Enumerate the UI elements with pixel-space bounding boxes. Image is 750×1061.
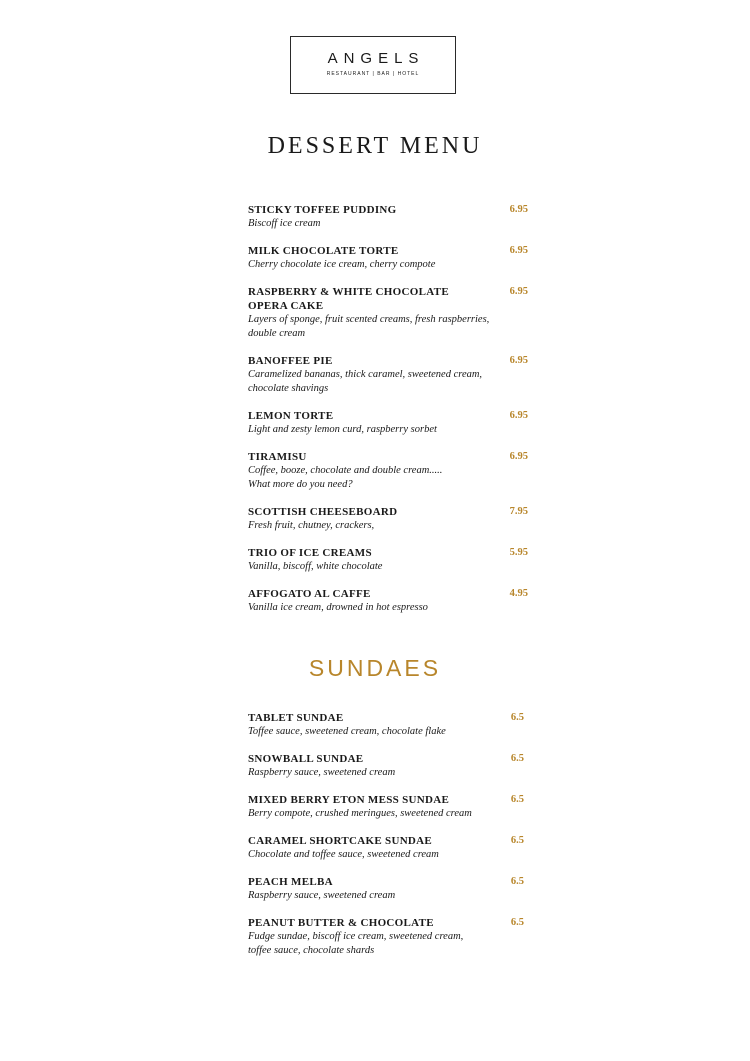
menu-item bbox=[248, 244, 538, 272]
menu-item bbox=[248, 793, 538, 821]
menu-item bbox=[248, 587, 538, 615]
item-price: 6.95 bbox=[509, 286, 528, 297]
item-price: 6.95 bbox=[509, 245, 528, 256]
item-price: 6.95 bbox=[509, 204, 528, 215]
item-name: SCOTTISH CHEESEBOARD bbox=[248, 506, 398, 518]
item-description: Fudge sundae, biscoff ice cream, sweetened cream, toffee sauce, chocolate shards bbox=[248, 931, 464, 956]
item-name: TIRAMISU bbox=[248, 451, 307, 463]
menu-item bbox=[248, 450, 538, 492]
menu-item bbox=[248, 711, 538, 739]
item-name: TABLET SUNDAE bbox=[248, 712, 344, 724]
item-description: Vanilla ice cream, drowned in hot espresso bbox=[248, 602, 428, 613]
menu-item bbox=[248, 203, 538, 231]
item-description: Cherry chocolate ice cream, cherry compote bbox=[248, 259, 436, 270]
item-price: 6.95 bbox=[509, 355, 528, 366]
menu-item bbox=[248, 916, 538, 958]
item-description: Raspberry sauce, sweetened cream bbox=[248, 890, 396, 901]
item-description: Caramelized bananas, thick caramel, sweetened cream, chocolate shavings bbox=[248, 369, 483, 394]
menu-item bbox=[248, 409, 538, 437]
item-name: BANOFFEE PIE bbox=[248, 355, 333, 367]
menu-item bbox=[248, 834, 538, 862]
item-description: Fresh fruit, chutney, crackers, bbox=[248, 520, 375, 531]
dessert-list bbox=[248, 203, 538, 628]
item-price: 6.5 bbox=[510, 835, 524, 846]
item-description: Vanilla, biscoff, white chocolate bbox=[248, 561, 383, 572]
item-name: PEANUT BUTTER & CHOCOLATE bbox=[248, 917, 434, 929]
item-price: 4.95 bbox=[509, 588, 528, 599]
item-name: LEMON TORTE bbox=[248, 410, 334, 422]
item-name: AFFOGATO AL CAFFE bbox=[248, 588, 371, 600]
item-description: Chocolate and toffee sauce, sweetened cream bbox=[248, 849, 439, 860]
menu-item bbox=[248, 505, 538, 533]
menu-item bbox=[248, 285, 538, 341]
sundae-list bbox=[248, 711, 538, 971]
item-description: Toffee sauce, sweetened cream, chocolate flake bbox=[248, 726, 446, 737]
item-price: 6.95 bbox=[509, 451, 528, 462]
logo-tagline: RESTAURANT | BAR | HOTEL bbox=[326, 71, 420, 77]
item-name: CARAMEL SHORTCAKE SUNDAE bbox=[248, 835, 433, 847]
item-description: Raspberry sauce, sweetened cream bbox=[248, 767, 396, 778]
item-description: Biscoff ice cream bbox=[248, 218, 321, 229]
logo bbox=[290, 36, 456, 94]
item-price: 5.95 bbox=[509, 547, 528, 558]
menu-item bbox=[248, 752, 538, 780]
item-name: MIXED BERRY ETON MESS SUNDAE bbox=[248, 794, 450, 806]
dessert-menu-title: DESSERT MENU bbox=[267, 133, 483, 159]
logo-name: ANGELS bbox=[327, 50, 425, 67]
item-price: 6.5 bbox=[510, 876, 524, 887]
item-price: 7.95 bbox=[509, 506, 528, 517]
item-price: 6.5 bbox=[510, 917, 524, 928]
item-name: RASPBERRY & WHITE CHOCOLATE OPERA CAKE bbox=[248, 286, 449, 312]
item-price: 6.5 bbox=[510, 712, 524, 723]
item-name: STICKY TOFFEE PUDDING bbox=[248, 204, 397, 216]
item-name: PEACH MELBA bbox=[248, 876, 333, 888]
sundaes-title: SUNDAES bbox=[308, 655, 442, 681]
menu-item bbox=[248, 875, 538, 903]
item-name: MILK CHOCOLATE TORTE bbox=[248, 245, 399, 257]
item-description: Coffee, booze, chocolate and double cream..... What more do you need? bbox=[248, 465, 443, 490]
item-description: Light and zesty lemon curd, raspberry sorbet bbox=[248, 424, 437, 435]
item-price: 6.5 bbox=[510, 753, 524, 764]
item-price: 6.5 bbox=[510, 794, 524, 805]
item-name: SNOWBALL SUNDAE bbox=[248, 753, 364, 765]
menu-item bbox=[248, 546, 538, 574]
item-description: Berry compote, crushed meringues, sweetened cream bbox=[248, 808, 472, 819]
item-price: 6.95 bbox=[509, 410, 528, 421]
menu-item bbox=[248, 354, 538, 396]
item-description: Layers of sponge, fruit scented creams, fresh raspberries, double cream bbox=[248, 314, 490, 339]
item-name: TRIO OF ICE CREAMS bbox=[248, 547, 372, 559]
